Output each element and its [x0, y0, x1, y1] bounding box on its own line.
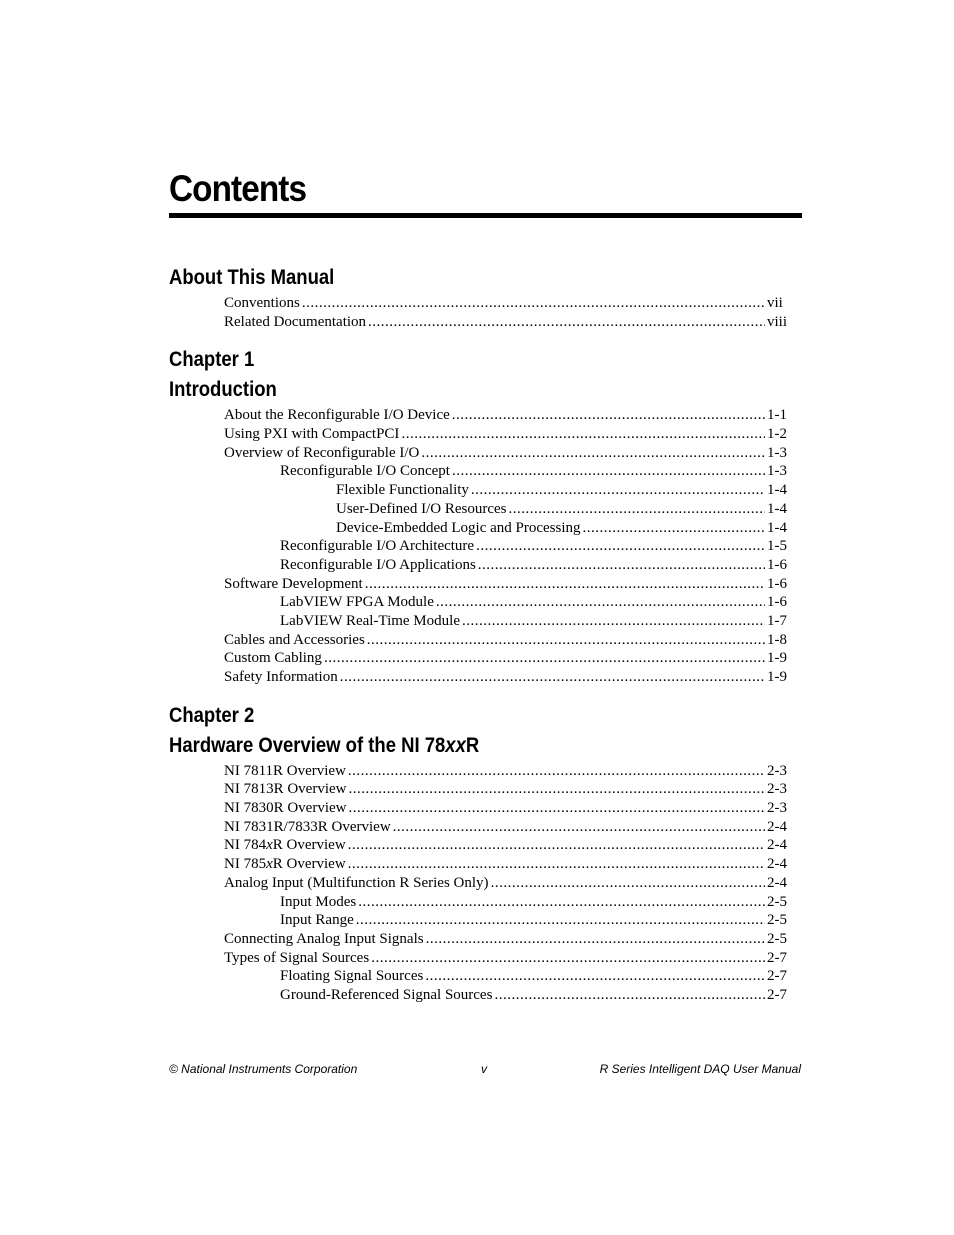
toc-section	[169, 702, 789, 1005]
toc-entry-label: Reconfigurable I/O Architecture	[280, 538, 475, 555]
dot-leader	[583, 519, 765, 538]
dot-leader	[452, 462, 765, 481]
toc-entry-label: Overview of Reconfigurable I/O	[224, 444, 420, 461]
toc-entry[interactable]	[169, 575, 789, 594]
toc-entry[interactable]	[169, 799, 789, 818]
toc-entry[interactable]	[169, 500, 789, 519]
chapter-number: Chapter 2	[169, 703, 255, 727]
toc-entry-page: 1-2	[767, 426, 787, 443]
toc-entry-page: 2-3	[767, 781, 787, 798]
footer-manual-title: R Series Intelligent DAQ User Manual	[599, 1062, 801, 1076]
toc-entry-page: 1-5	[767, 538, 787, 555]
toc-entry-page: vii	[767, 295, 783, 311]
toc-entry-label: NI 7830R Overview	[224, 800, 347, 817]
section-heading: Hardware Overview of the NI 78xxR	[169, 733, 480, 757]
toc-entry-label: Analog Input (Multifunction R Series Only)	[224, 874, 489, 891]
toc-entry[interactable]	[169, 313, 789, 332]
toc-entry[interactable]	[169, 855, 789, 874]
toc-entry[interactable]	[169, 294, 789, 313]
toc-entry[interactable]	[169, 556, 789, 575]
toc-entry[interactable]	[169, 911, 789, 930]
section-heading: About This Manual	[169, 266, 335, 289]
chapter-number: Chapter 1	[169, 348, 255, 372]
toc-entry[interactable]	[169, 762, 789, 781]
dot-leader	[371, 949, 765, 968]
toc-entry-page: 1-1	[767, 407, 787, 424]
dot-leader	[478, 556, 765, 575]
toc-entry[interactable]	[169, 986, 789, 1005]
toc-entry-page: 1-4	[767, 500, 787, 517]
toc-entry[interactable]	[169, 874, 789, 893]
page-title: Contents	[169, 168, 307, 209]
toc-entry[interactable]	[169, 818, 789, 837]
dot-leader	[340, 668, 765, 687]
toc-entry[interactable]	[169, 425, 789, 444]
toc-entry-page: 2-4	[767, 837, 787, 854]
toc-entry-page: 1-4	[767, 482, 787, 499]
toc-entry-label: NI 7831R/7833R Overview	[224, 818, 391, 835]
toc-entry-label: NI 7813R Overview	[224, 781, 347, 798]
dot-leader	[367, 631, 765, 650]
dot-leader	[401, 425, 765, 444]
toc-entry-label: Input Range	[280, 912, 354, 929]
toc-entry-page: 2-5	[767, 930, 787, 947]
dot-leader	[436, 593, 765, 612]
dot-leader	[348, 780, 765, 799]
toc-entry-page: 2-3	[767, 800, 787, 817]
toc-entry[interactable]	[169, 406, 789, 425]
toc-entry-label: Floating Signal Sources	[280, 968, 424, 985]
toc-entry[interactable]	[169, 649, 789, 668]
toc-entry-page: 1-6	[767, 594, 787, 611]
toc-entry[interactable]	[169, 780, 789, 799]
toc-entry-page: 1-3	[767, 444, 787, 461]
dot-leader	[348, 855, 765, 874]
dot-leader	[452, 406, 765, 425]
toc-entry-label: Reconfigurable I/O Concept	[280, 463, 450, 480]
dot-leader	[393, 818, 765, 837]
toc-entry[interactable]	[169, 836, 789, 855]
toc-entry-page: 1-8	[767, 631, 787, 648]
toc-entry-label: Using PXI with CompactPCI	[224, 426, 400, 443]
toc-entry-label: NI 7811R Overview	[224, 762, 346, 779]
toc-entry-page: 2-4	[767, 818, 787, 835]
toc-entry[interactable]	[169, 930, 789, 949]
toc-entry-label: Input Modes	[280, 893, 357, 910]
toc-entry-label: Device-Embedded Logic and Processing	[336, 519, 581, 536]
toc-entry[interactable]	[169, 893, 789, 912]
dot-leader	[491, 874, 765, 893]
dot-leader	[356, 911, 765, 930]
dot-leader	[425, 967, 765, 986]
toc-entry-label: User-Defined I/O Resources	[336, 500, 507, 517]
toc-entry-page: 1-6	[767, 575, 787, 592]
dot-leader	[508, 500, 765, 519]
toc-section	[169, 346, 789, 686]
toc-entry[interactable]	[169, 949, 789, 968]
section-heading: Introduction	[169, 378, 277, 402]
dot-leader	[426, 930, 765, 949]
toc-entry-label: Flexible Functionality	[336, 482, 469, 499]
toc-entry-page: 1-9	[767, 650, 787, 667]
toc-entry-page: 2-3	[767, 762, 787, 779]
toc-entry-page: viii	[767, 313, 788, 330]
toc-entry[interactable]	[169, 593, 789, 612]
footer-copyright: © National Instruments Corporation	[169, 1062, 358, 1076]
dot-leader	[358, 893, 765, 912]
toc-entry-page: 1-3	[767, 463, 787, 480]
toc-entry[interactable]	[169, 462, 789, 481]
dot-leader	[324, 649, 765, 668]
toc-entry[interactable]	[169, 612, 789, 631]
dot-leader	[368, 313, 765, 332]
toc-entry-label: LabVIEW FPGA Module	[280, 594, 434, 611]
toc-entry[interactable]	[169, 444, 789, 463]
toc-entry-page: 2-4	[767, 856, 787, 873]
table-of-contents	[169, 264, 789, 1020]
toc-entry-page: 2-7	[767, 968, 787, 985]
toc-entry[interactable]	[169, 668, 789, 687]
toc-section	[169, 264, 789, 331]
toc-entry-label: Safety Information	[224, 669, 338, 685]
toc-entry-label: Connecting Analog Input Signals	[224, 930, 424, 947]
toc-entry-page: 2-4	[767, 874, 787, 891]
toc-entry-label: NI 785xR Overview	[224, 856, 346, 873]
dot-leader	[494, 986, 765, 1005]
dot-leader	[421, 444, 765, 463]
toc-entry[interactable]	[169, 519, 789, 538]
toc-entry-label: Ground-Referenced Signal Sources	[280, 986, 493, 1003]
toc-entry-label: NI 784xR Overview	[224, 837, 346, 854]
toc-entry-label: Custom Cabling	[224, 650, 322, 667]
toc-entry-label: Reconfigurable I/O Applications	[280, 556, 476, 573]
dot-leader	[348, 762, 765, 781]
toc-entry-page: 1-6	[767, 556, 787, 573]
toc-entry-page: 1-4	[767, 519, 787, 536]
toc-entry-page: 1-7	[767, 612, 787, 629]
dot-leader	[462, 612, 765, 631]
toc-entry-page: 2-7	[767, 986, 787, 1003]
toc-entry-label: LabVIEW Real-Time Module	[280, 612, 460, 629]
toc-entry-label: Related Documentation	[224, 313, 367, 330]
dot-leader	[476, 537, 765, 556]
footer-page-number: v	[481, 1062, 487, 1076]
toc-entry[interactable]	[169, 967, 789, 986]
dot-leader	[348, 799, 765, 818]
toc-entry-label: Software Development	[224, 575, 363, 592]
toc-entry-page: 1-9	[767, 669, 787, 685]
toc-entry[interactable]	[169, 631, 789, 650]
dot-leader	[471, 481, 765, 500]
dot-leader	[365, 575, 765, 594]
toc-entry-page: 2-5	[767, 893, 787, 910]
toc-entry-label: Cables and Accessories	[224, 631, 365, 648]
dot-leader	[348, 836, 765, 855]
toc-entry-page: 2-7	[767, 949, 787, 966]
toc-entry-label: Conventions	[224, 295, 300, 311]
toc-entry[interactable]	[169, 481, 789, 500]
dot-leader	[302, 294, 765, 313]
toc-entry-page: 2-5	[767, 912, 787, 929]
toc-entry[interactable]	[169, 537, 789, 556]
toc-entry-label: Types of Signal Sources	[224, 949, 370, 966]
title-rule	[169, 213, 802, 218]
toc-entry-label: About the Reconfigurable I/O Device	[224, 407, 450, 424]
